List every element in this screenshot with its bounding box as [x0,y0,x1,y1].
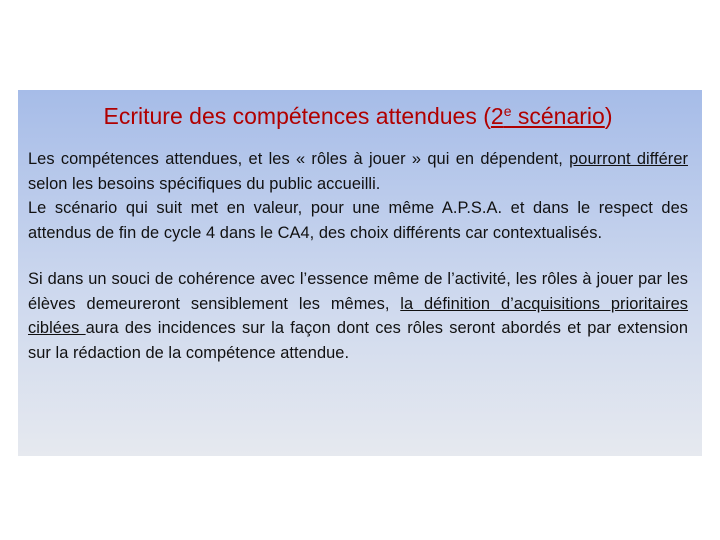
slide-title [28,102,688,130]
paragraph-coherence [28,267,688,365]
paragraph-1-text-after: selon les besoins spécifiques du public accueilli. [28,174,381,193]
paragraph-scenario: Le scénario qui suit met en valeur, pour une même A.P.S.A. et dans le respect des attendus de fin de cycle 4 dans le CA4, des choix différents car contextualisés. [28,199,688,242]
paragraph-1-underlined: pourront différer [569,150,688,168]
paragraph-3-text-before: Si dans un souci de cohérence avec l’essence même de l’activité, les rôles à jouer par les élèves demeureront sensiblement les mêmes, [28,270,688,313]
title-ordinal-suffix: e [503,103,512,119]
paragraph-1-text-before: Les compétences attendues, et les « rôles à jouer » qui en dépendent, [28,150,570,168]
title-underlined-word: scénario [511,103,605,129]
paragraph-3-text-after: aura des incidences sur la façon dont ces rôles seront abordés et par extension sur la rédaction de la compétence attendue. [28,319,688,362]
content-box [18,90,702,456]
paragraph-competences [28,147,688,196]
paragraph-3-underlined: la définition d’acquisitions prioritaires ciblées [28,294,689,337]
title-underlined-part [491,103,605,129]
title-ordinal-number: 2 [490,103,504,129]
title-suffix: ) [604,103,613,129]
title-prefix: Ecriture des compétences attendues ( [103,103,491,129]
